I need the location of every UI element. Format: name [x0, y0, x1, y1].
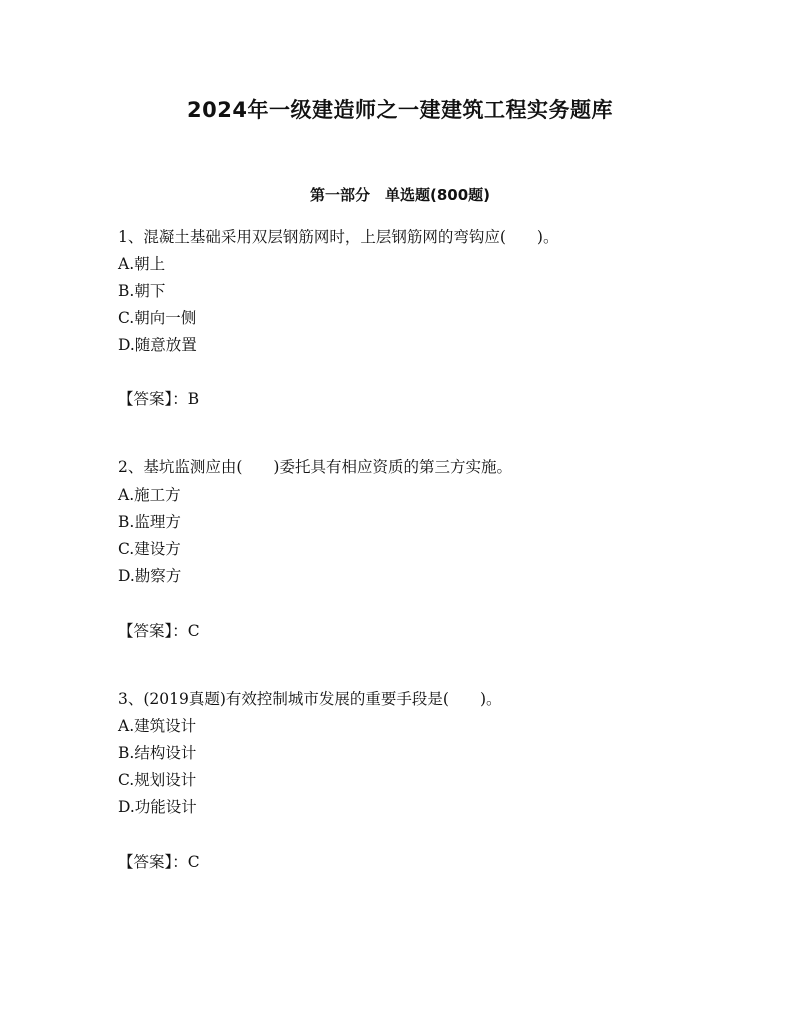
question-1-option-a: A.朝上	[118, 255, 166, 273]
question-1-answer: 【答案】：B	[118, 390, 200, 408]
section-heading: 第一部分 单选题(800题)	[309, 186, 491, 204]
document-title: 2024年一级建造师之一建建筑工程实务题库	[187, 98, 613, 122]
question-2-option-b: B.监理方	[118, 513, 181, 531]
question-3-option-d: D.功能设计	[118, 798, 197, 816]
question-1-stem: 1、混凝土基础采用双层钢筋网时，上层钢筋网的弯钩应( )。	[118, 228, 559, 246]
question-3-option-c: C.规划设计	[118, 771, 197, 789]
question-1-option-c: C.朝向一侧	[118, 309, 197, 327]
question-3-stem: 3、(2019真题)有效控制城市发展的重要手段是( )。	[118, 690, 502, 708]
question-3-answer: 【答案】：C	[118, 853, 200, 871]
question-2-option-a: A.施工方	[118, 486, 181, 504]
question-1-option-b: B.朝下	[118, 282, 166, 300]
question-3-option-b: B.结构设计	[118, 744, 197, 762]
question-2-answer: 【答案】：C	[118, 622, 200, 640]
question-3-option-a: A.建筑设计	[118, 717, 197, 735]
question-2-option-d: D.勘察方	[118, 567, 182, 585]
question-1-option-d: D.随意放置	[118, 336, 197, 354]
question-2-stem: 2、基坑监测应由( )委托具有相应资质的第三方实施。	[118, 458, 512, 476]
question-2-option-c: C.建设方	[118, 540, 181, 558]
